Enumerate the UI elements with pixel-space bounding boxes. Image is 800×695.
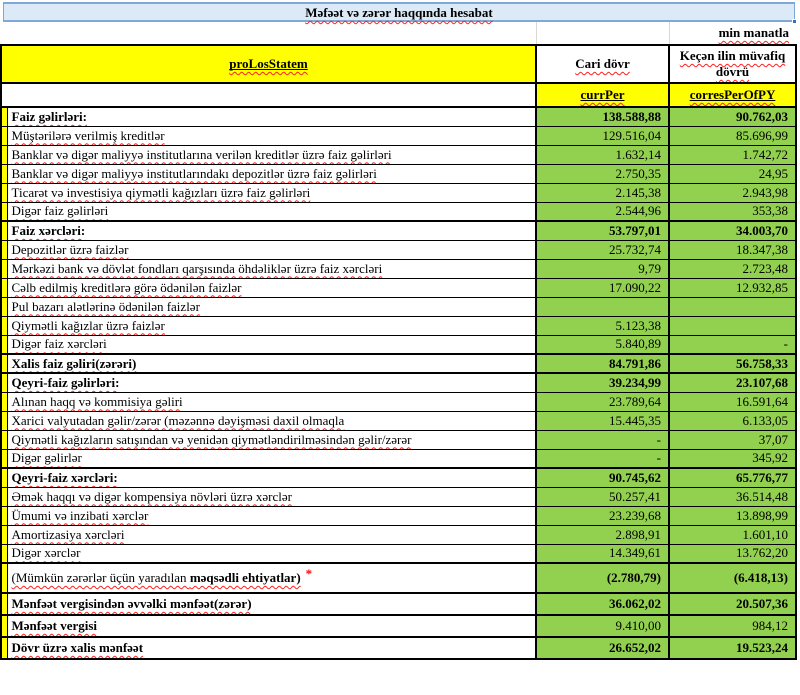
prior-period-value-cell[interactable]: 13.762,20 (669, 544, 796, 563)
row-label: Ümumi və inzibati xərclər (11, 507, 149, 523)
prior-period-value-cell[interactable]: 24,95 (669, 164, 796, 183)
report-title: Məfəət və zərər haqqında hesabat (305, 5, 493, 20)
prior-period-value-cell[interactable]: 20.507,36 (669, 593, 796, 615)
row-label: Banklar və digər maliyyə institutlarındakı depozitlər üzrə faiz gəlirləri (11, 165, 377, 181)
row-label-cell[interactable] (7, 468, 536, 487)
table-row (1, 487, 796, 506)
row-label-cell[interactable] (7, 544, 536, 563)
row-label-cell[interactable] (7, 221, 536, 240)
table-row (1, 240, 796, 259)
prior-period-value-cell[interactable]: 18.347,38 (669, 240, 796, 259)
table-row (1, 373, 796, 392)
row-label: Amortizasiya xərcləri (11, 526, 125, 542)
row-label-cell[interactable] (7, 316, 536, 335)
current-period-value-cell[interactable]: 2.145,38 (536, 183, 669, 202)
table-row (1, 563, 796, 593)
prior-period-value-cell[interactable]: 65.776,77 (669, 468, 796, 487)
row-label-cell[interactable] (7, 615, 536, 637)
row-label-cell[interactable] (7, 278, 536, 297)
current-period-value-cell[interactable]: 2.544,96 (536, 202, 669, 221)
table-row (1, 449, 796, 468)
table-row (1, 637, 796, 659)
current-period-value-cell[interactable]: 26.652,02 (536, 637, 669, 659)
row-label-cell[interactable] (7, 392, 536, 411)
prior-period-value-cell[interactable]: 37,07 (669, 430, 796, 449)
row-label: Əmək haqqı və digər kompensiya növləri üzrə xərclər (11, 488, 292, 504)
prior-period-value-cell[interactable]: 353,38 (669, 202, 796, 221)
statement-name: proLosStatem (229, 56, 308, 71)
table-row (1, 126, 796, 145)
table-row (1, 392, 796, 411)
row-label-cell[interactable] (7, 525, 536, 544)
row-label: Qeyri-faiz gəlirləri: (11, 374, 120, 390)
prior-period-value-cell[interactable]: 6.133,05 (669, 411, 796, 430)
table-row (1, 430, 796, 449)
row-label: Alınan haqq və kommisiya gəliri (11, 393, 183, 409)
code-row (1, 83, 796, 107)
row-label-cell[interactable] (7, 240, 536, 259)
row-label: Mərkəzi bank və dövlət fondları qarşısında öhdəliklər üzrə faiz xərcləri (11, 260, 383, 276)
prior-period-value-cell[interactable]: 34.003,70 (669, 221, 796, 240)
prior-period-value-cell[interactable]: 1.742,72 (669, 145, 796, 164)
current-period-value-cell[interactable]: 5.840,89 (536, 335, 669, 354)
row-label: Dövr üzrə xalis mənfəət (11, 640, 144, 655)
current-period-value-cell[interactable]: 39.234,99 (536, 373, 669, 392)
table-row (1, 468, 796, 487)
current-period-value-cell[interactable]: 90.745,62 (536, 468, 669, 487)
row-label: Banklar və digər maliyyə institutlarına verilən kreditlər üzrə faiz gəlirləri (11, 146, 392, 162)
table-row (1, 411, 796, 430)
prior-period-value-cell[interactable]: 1.601,10 (669, 525, 796, 544)
unit-note-cell[interactable] (0, 22, 795, 44)
row-label: Qiymətli kağızlar üzrə faizlər (11, 317, 165, 333)
prior-period-value-cell[interactable]: 13.898,99 (669, 506, 796, 525)
row-label-cell[interactable] (7, 563, 536, 593)
current-period-value-cell[interactable]: 25.732,74 (536, 240, 669, 259)
prior-period-value-cell[interactable]: 984,12 (669, 615, 796, 637)
footnote-asterisk: * (305, 566, 313, 581)
row-label: Digər xərclər (11, 545, 81, 561)
table-row (1, 316, 796, 335)
row-label-cell[interactable] (7, 259, 536, 278)
row-label-cell[interactable] (7, 202, 536, 221)
current-period-value-cell[interactable]: (2.780,79) (536, 563, 669, 593)
prior-period-value-cell[interactable] (669, 316, 796, 335)
current-period-value-cell[interactable]: 15.445,35 (536, 411, 669, 430)
row-label: Pul bazarı alətlərinə ödənilən faizlər (11, 298, 200, 314)
current-period-value-cell[interactable]: 17.090,22 (536, 278, 669, 297)
row-label: Depozitlər üzrə faizlər (11, 241, 129, 257)
row-label: (Mümkün zərərlər üçün yaradılan (11, 570, 190, 585)
row-label: Cəlb edilmiş kreditlərə görə ödənilən faizlər (11, 279, 242, 295)
current-period-header-cell[interactable] (536, 45, 669, 83)
row-label-cell[interactable] (7, 126, 536, 145)
prior-period-code-cell[interactable] (669, 83, 796, 107)
row-label-cell[interactable] (7, 373, 536, 392)
current-period-code: currPer (580, 87, 625, 102)
table-row (1, 183, 796, 202)
current-period-value-cell[interactable]: 5.123,38 (536, 316, 669, 335)
table-row (1, 259, 796, 278)
statement-name-cell[interactable] (1, 45, 536, 83)
table-row (1, 145, 796, 164)
current-period-value-cell[interactable]: 23.239,68 (536, 506, 669, 525)
table-row (1, 506, 796, 525)
table-row (1, 164, 796, 183)
row-label-cell[interactable] (7, 411, 536, 430)
gridline (669, 22, 670, 44)
current-period-value-cell[interactable]: 23.789,64 (536, 392, 669, 411)
prior-period-value-cell[interactable]: - (669, 335, 796, 354)
row-label: Mənfəət vergisindən əvvəlki mənfəət(zərər) (11, 596, 252, 611)
table-row (1, 278, 796, 297)
row-label-cell[interactable] (7, 297, 536, 316)
row-label: Faiz gəlirləri: (11, 108, 87, 124)
report-title-selected-range[interactable] (3, 2, 795, 22)
table-row (1, 202, 796, 221)
prior-period-value-cell[interactable]: 2.943,98 (669, 183, 796, 202)
prior-period-value-cell[interactable]: 19.523,24 (669, 637, 796, 659)
current-period-value-cell[interactable]: 14.349,61 (536, 544, 669, 563)
row-label-cell[interactable] (7, 354, 536, 373)
row-label-cell[interactable] (7, 593, 536, 615)
row-label-bold-part: məqsədli ehtiyatlar) (189, 570, 301, 585)
prior-period-value-cell[interactable]: 56.758,33 (669, 354, 796, 373)
prior-period-value-cell[interactable] (669, 297, 796, 316)
current-period-value-cell[interactable]: 2.750,35 (536, 164, 669, 183)
row-label-cell[interactable] (7, 506, 536, 525)
current-period-value-cell[interactable]: - (536, 449, 669, 468)
row-label-cell[interactable] (7, 487, 536, 506)
current-period-value-cell[interactable]: 2.898,91 (536, 525, 669, 544)
prior-period-value-cell[interactable]: 345,92 (669, 449, 796, 468)
row-label: Müştərilərə verilmiş kreditlər (11, 127, 165, 143)
prior-period-header-cell[interactable] (669, 45, 796, 83)
current-period-value-cell[interactable]: 9,79 (536, 259, 669, 278)
current-period-value-cell[interactable]: 53.797,01 (536, 221, 669, 240)
code-blank-cell[interactable] (1, 83, 536, 107)
prior-period-code: corresPerOfPY (689, 87, 776, 102)
profit-loss-table (0, 44, 797, 660)
prior-period-value-cell[interactable]: 85.696,99 (669, 126, 796, 145)
current-period-value-cell[interactable]: - (536, 430, 669, 449)
row-label-cell[interactable] (7, 430, 536, 449)
table-row (1, 525, 796, 544)
prior-period-value-cell[interactable]: (6.418,13) (669, 563, 796, 593)
prior-period-value-cell[interactable]: 16.591,64 (669, 392, 796, 411)
row-label: Digər faiz gəlirləri (11, 203, 109, 219)
unit-note: min manatla (718, 25, 789, 40)
row-label: Digər gəlirlər (11, 450, 82, 466)
prior-period-value-cell[interactable]: 23.107,68 (669, 373, 796, 392)
table-row (1, 615, 796, 637)
table-row (1, 297, 796, 316)
prior-period-header: Keçən ilin müvafiq dövrü (679, 48, 786, 79)
row-label-cell[interactable] (7, 107, 536, 126)
row-label-cell[interactable] (7, 449, 536, 468)
current-period-header: Cari dövr (575, 56, 630, 71)
current-period-code-cell[interactable] (536, 83, 669, 107)
current-period-value-cell[interactable]: 50.257,41 (536, 487, 669, 506)
current-period-value-cell[interactable]: 84.791,86 (536, 354, 669, 373)
row-label: Qiymətli kağızların satışından və yenidən qiymətləndirilməsindən gəlir/zərər (11, 431, 412, 447)
table-row (1, 107, 796, 126)
prior-period-value-cell[interactable]: 2.723,48 (669, 259, 796, 278)
current-period-value-cell[interactable] (536, 297, 669, 316)
current-period-value-cell[interactable]: 36.062,02 (536, 593, 669, 615)
prior-period-value-cell[interactable]: 36.514,48 (669, 487, 796, 506)
current-period-value-cell[interactable]: 138.588,88 (536, 107, 669, 126)
row-label: Digər faiz xərcləri (11, 336, 107, 352)
row-label-cell[interactable] (7, 145, 536, 164)
table-row (1, 221, 796, 240)
row-label-cell[interactable] (7, 183, 536, 202)
table-row (1, 335, 796, 354)
row-label: Mənfəət vergisi (11, 618, 98, 633)
header-row (1, 45, 796, 83)
row-label: Xalis faiz gəliri(zərəri) (11, 355, 137, 371)
row-label: Ticarət və investisiya qiymətli kağızları üzrə faiz gəlirləri (11, 184, 311, 200)
row-label-cell[interactable] (7, 637, 536, 659)
row-label-cell[interactable] (7, 335, 536, 354)
current-period-value-cell[interactable]: 9.410,00 (536, 615, 669, 637)
gridline (536, 22, 537, 44)
table-row (1, 354, 796, 373)
table-row (1, 593, 796, 615)
row-label: Xarici valyutadan gəlir/zərər (məzənnə dəyişməsi daxil olmaqla (11, 412, 345, 428)
current-period-value-cell[interactable]: 1.632,14 (536, 145, 669, 164)
prior-period-value-cell[interactable]: 12.932,85 (669, 278, 796, 297)
row-label: Faiz xərcləri: (11, 222, 86, 238)
current-period-value-cell[interactable]: 129.516,04 (536, 126, 669, 145)
prior-period-value-cell[interactable]: 90.762,03 (669, 107, 796, 126)
table-row (1, 544, 796, 563)
row-label-cell[interactable] (7, 164, 536, 183)
row-label: Qeyri-faiz xərcləri: (11, 469, 118, 485)
